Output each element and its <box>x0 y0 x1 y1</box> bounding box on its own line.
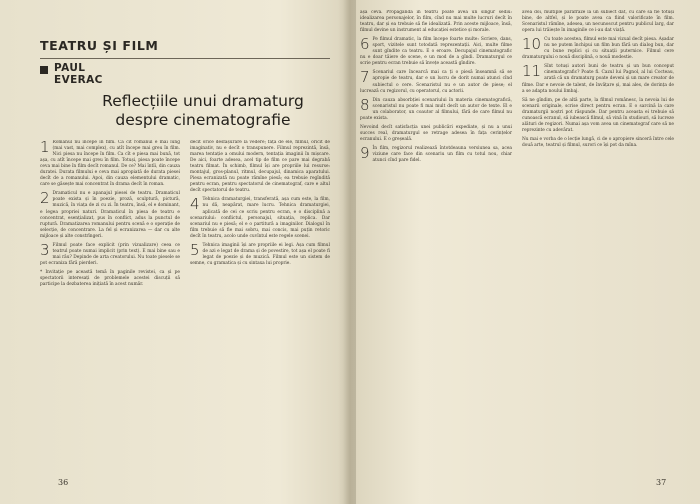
paragraph <box>360 10 512 34</box>
author-last-name: EVERAC <box>54 74 103 86</box>
paragraph <box>190 240 330 267</box>
author-first-name: PAUL <box>54 62 86 74</box>
paragraph-text: Filmul poate face explicit (prin vizualizare) ceea ce teatrul poate numai implicit (prin text). E mai bine sau e mai rău? Depinde de arta creatorului. Nu toate piesele se pot ecraniza fără pierderi. <box>40 242 180 266</box>
section-number: 11 <box>522 62 542 81</box>
paragraph <box>40 240 180 267</box>
paragraph <box>360 70 512 94</box>
paragraph <box>360 143 512 164</box>
section-number: 7 <box>360 68 370 87</box>
paragraph <box>522 98 674 134</box>
paragraph-text: Scenariul care încearcă mai ca ți o piesă înseamnă să se apropie de teatru, dar e un lucru de dorit numai atunci cînd subiectul o cere. Scenaristul nu e un autor de piese; el lucrează cu regizorul, cu operatorul, cu actorii. <box>360 70 512 94</box>
paragraph-text: Tehnica imaginii își are propriile ei legi. Așa cum filmul de azi e legat de drama și de povestire, tot așa el poate fi legat de poezie și de muzică. Filmul este un sistem de semne, cu gramatica și cu sintaxa lui proprie. <box>190 242 330 266</box>
paragraph-text: Nevoind decît satisfacția unei publicări expediate, și nu a unui succes real, dramaturgul se retrage adesea în fața cerințelor ecranului. E o greșeală. <box>360 124 512 142</box>
paragraph-text: Dramaticul nu e apanajul piesei de teatru. Dramaticul poate exista și în poezie, proză, sculptură, pictură, muzică, în viața de zi cu zi. În teatru, însă, el e dominant, e legea propriei naturi. Dramaticul în piesa de teatru e concentrat, esențializat, pus în conflict, adus la punctul de ruptură. Dramatizarea romanului pentru scenă e o operație de selecție, de concentrare. La fel și ecranizarea — dar cu alte mijloace și alte constrîngeri. <box>40 191 180 239</box>
rubric-divider <box>40 58 330 59</box>
paragraph <box>360 95 512 122</box>
section-rubric: TEATRU ȘI FILM <box>40 38 159 53</box>
paragraph-text: decît orice desfășurare la vedere; față de ele, filmul, oricît de imaginativ, nu e decît o transpunere. Filmul reprezintă, însă, marea tentație a omului modern, tentația imaginii în mișcare. De aici, foarte adesea, acel tip de film ce pare mai degrabă teatru filmat. În schimb, filmul își are propriile lui resurse: montajul, gros-planul, ritmul, decupajul, dinamica aparatului. Piesa ecranizată nu poate rămîne piesă; ea trebuie regîndită pentru ecran, pentru spectatorul de cinematograf, care e altul decît spectatorul de teatru. <box>190 140 330 194</box>
author-square-icon <box>40 66 48 74</box>
paragraph <box>522 10 674 34</box>
left-page <box>18 8 338 496</box>
paragraph <box>522 37 674 61</box>
section-number: 10 <box>522 35 542 54</box>
title-line-1: Reflecțiile unui dramaturg <box>102 92 304 110</box>
section-number: 9 <box>360 143 370 162</box>
paragraph <box>522 137 674 149</box>
paragraph <box>360 37 512 67</box>
section-number: 3 <box>40 240 50 259</box>
paragraph <box>40 270 180 288</box>
title-line-2: despre cinematografie <box>115 111 291 129</box>
paragraph-text: Din cauza absorbției scenariului în materia cinematografică, scenaristul nu poate fi mai mult decît un autor de texte. El e un colaborator, un coautor al filmului, fără de care filmul nu poate exista. <box>360 97 512 121</box>
page-number-right: 37 <box>656 478 667 487</box>
section-number: 5 <box>190 240 200 259</box>
paragraph-text: Pe filmul dramatic, la film începe foarte multe: Scriere, dans, sport, vizitele sunt totodată reprezentații. Aici, multe filme sunt gîndite ca teatru. E o eroare. Decupajul cinematografic nu e doar tăiere de scene, e un mod de a gîndi. Dramaturgul ce scrie pentru ecran trebuie să învețe această gîndire. <box>360 37 512 67</box>
paragraph-text: Romanul nu începe în film. Ca cît romanul e mai lung (mai vast, mai complex), cu atît începe mai greu în film. Nici piesa nu începe în film. Ca cît e piesa mai bună, tot așa, cu atît începe mai greu în film. Totuși, piesa poate începe ceva mai bine în film decît romanul. De ce? Mai întîi, din cauza duratei. Durata filmului e ceva mai apropiată de durata piesei decît de a romanului. Apoi, din cauza elementului dramatic, care se găsește mai concentrat în drama decît în roman. <box>40 140 180 188</box>
column-right-2 <box>522 10 674 482</box>
paragraph-text: Să ne gîndim, pe de altă parte, la filmul românesc, la nevoia lui de scenarii originale, scrise direct pentru ecran. E o sarcină la care dramaturgii noștri pot răspunde. Dar pentru aceasta ei trebuie să cunoască ecranul, să iubească filmul, să vină în studiouri, să lucreze alături de regizori. Numai așa vom avea un cinematograf care să ne reprezinte cu adevărat. <box>522 97 674 133</box>
section-number: 8 <box>360 95 370 114</box>
page-number-left: 36 <box>58 478 69 487</box>
paragraph <box>40 140 180 188</box>
section-number: 6 <box>360 35 370 54</box>
paragraph <box>190 140 330 194</box>
paragraph-text: Sînt totuși autori buni de teatru și un bun conceput cinematografic? Poate fi. Cazul lui Pagnol, al lui Cocteau, arată că un dramaturg poate deveni și un mare creator de filme. Dar e nevoie de talent, de învățare și, mai ales, de dorința de a se adapta noului limbaj. <box>522 64 674 94</box>
author-name <box>54 62 103 86</box>
section-number: 4 <box>190 195 200 214</box>
paragraph <box>40 191 180 239</box>
section-number: 2 <box>40 189 50 208</box>
paragraph-text: așa ceva. Propaganda în teatru poate avea un singur sediu: idealizarea personajelor, în film, cînd nu mai multe lucruri decît în teatru, dar și ea trebuie să fie idealizată. Prin aceste mijloace, însă, filmul devine un instrument al educației estetice și morale. <box>360 10 512 34</box>
column-left-2 <box>190 140 330 480</box>
section-number: 1 <box>40 140 50 156</box>
column-left-1 <box>40 140 180 480</box>
paragraph-text: Tehnica dramaturgiei, transferată, așa cum este, la film, nu dă, neapărat, mare lucru. Tehnica dramaturgiei, aplicată de cei ce scriu pentru ecran, e o disciplină a scenariului: conflictul, personajul, situația, replica. Dar scenariul nu e piesă; el e o partitură a imaginilor. Dialogul în film trebuie să fie mai sobru, mai concis, mai puțin retoric decît în teatru, acolo unde cuvîntul este regele scenei. <box>190 197 330 239</box>
paragraph-text: avea doi, multiple parafraze la un subiect dat, cu care să fie totuși bine, de altfel, și le poate avea ca fiind valorificate în film. Scenaristul rămîne, adesea, un necunoscut pentru publicul larg, dar opera lui trăiește în imaginile ce i-au dat viață. <box>522 10 674 34</box>
article-title <box>88 92 318 130</box>
paragraph <box>190 197 330 239</box>
gutter-shadow <box>338 0 356 504</box>
paragraph-text: În film, regizorul realizează întotdeauna versiunea sa, acea viziune care face din scenariu un film cu totul nou, chiar atunci cînd pare fidel. <box>372 145 512 164</box>
column-right-1 <box>360 10 512 482</box>
right-page <box>356 8 686 496</box>
paragraph <box>360 125 512 143</box>
paragraph <box>522 64 674 94</box>
paragraph-text: Nu mai e vorba de o lecție lungă, ci de o apropiere sinceră între cele două arte, teatrul și filmul, surori ce își pot da mîna. <box>522 136 674 148</box>
paragraph-text: * Invitație pe această temă în paginile revistei, ca și pe spectatorii interesați de problemele acestei discuții să participe la dezbaterea inițiată în acest număr. <box>40 269 180 288</box>
paragraph-text: Cu toate acestea, filmul este mai vizual decît piesa. Așadar nu ne putem închipui un film bun fără un dialog bun, dar cu bune replici și cu situații puternice. Filmul cere dramaturgului o nouă disciplină, o nouă modestie. <box>522 37 674 61</box>
